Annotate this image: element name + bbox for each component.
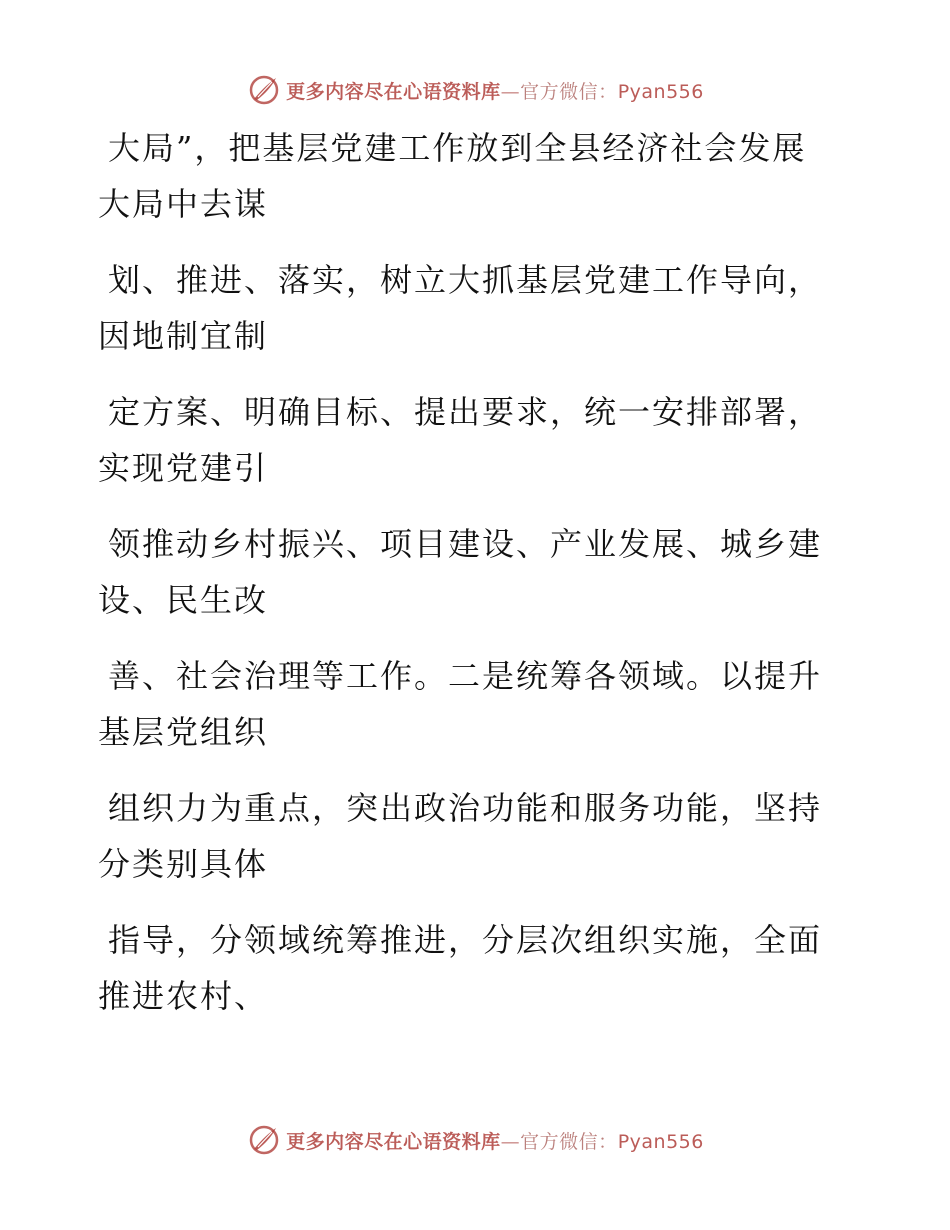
paragraph	[98, 252, 838, 364]
paragraph-line: 划、推进、落实，树立大抓基层党建工作导向，	[108, 261, 823, 299]
paragraph-line: 基层党组织	[98, 713, 269, 751]
paragraph-line: 大局”，把基层党建工作放到全县经济社会发展	[108, 129, 807, 167]
paragraph-line: 组织力为重点，突出政治功能和服务功能，坚持	[108, 789, 823, 827]
watermark-wechat-label: 官方微信：	[520, 1130, 618, 1153]
quill-logo-icon	[246, 72, 282, 108]
paragraph-line: 大局中去谋	[98, 185, 269, 223]
paragraph-line: 实现党建引	[98, 449, 269, 487]
paragraph	[98, 120, 838, 232]
watermark-account: Pyan556	[617, 80, 704, 103]
watermark-separator: —	[500, 1130, 521, 1153]
paragraph-line: 因地制宜制	[98, 317, 269, 355]
paragraph	[98, 780, 838, 892]
watermark-account: Pyan556	[617, 1130, 704, 1153]
paragraph	[98, 648, 838, 760]
watermark-brand: 更多内容尽在心语资料库	[286, 80, 501, 103]
paragraph	[98, 384, 838, 496]
paragraph-line: 领推动乡村振兴、项目建设、产业发展、城乡建	[108, 525, 823, 563]
document-body	[98, 120, 838, 1044]
paragraph-line: 指导，分领域统筹推进，分层次组织实施，全面	[108, 921, 823, 959]
paragraph-line: 推进农村、	[98, 977, 269, 1015]
paragraph-line: 善、社会治理等工作。二是统筹各领域。以提升	[108, 657, 823, 695]
watermark-wechat-label: 官方微信：	[520, 80, 618, 103]
paragraph-line: 分类别具体	[98, 845, 269, 883]
paragraph-line: 设、民生改	[98, 581, 269, 619]
watermark-brand: 更多内容尽在心语资料库	[286, 1130, 501, 1153]
header-watermark	[0, 70, 950, 110]
watermark-text	[286, 77, 704, 104]
watermark-text	[286, 1127, 704, 1154]
paragraph-line: 定方案、明确目标、提出要求，统一安排部署，	[108, 393, 823, 431]
watermark-separator: —	[500, 80, 521, 103]
footer-watermark	[0, 1120, 950, 1160]
paragraph	[98, 516, 838, 628]
paragraph	[98, 912, 838, 1024]
quill-logo-icon	[246, 1122, 282, 1158]
